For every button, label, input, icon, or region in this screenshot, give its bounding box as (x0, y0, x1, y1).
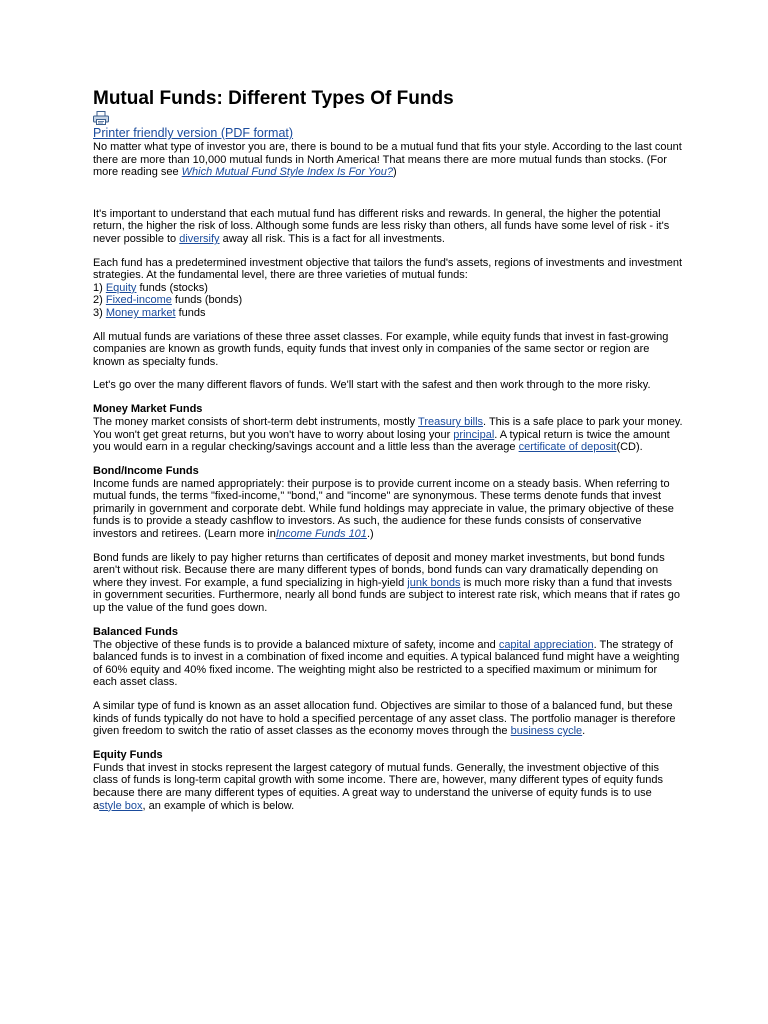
balanced-paragraph-2 (93, 700, 683, 738)
intro-text-b: ) (393, 166, 397, 179)
printer-friendly-link[interactable]: Printer friendly version (PDF format) (93, 126, 294, 140)
balanced-paragraph-1 (93, 639, 683, 689)
balanced-text-a: The objective of these funds is to provide a balanced mixture of safety, income and (93, 638, 499, 651)
junk-bonds-link[interactable]: junk bonds (407, 576, 461, 589)
treasury-bills-link[interactable]: Treasury bills (418, 415, 484, 428)
capital-appreciation-link[interactable]: capital appreciation (498, 638, 594, 651)
page-title: Mutual Funds: Different Types Of Funds (93, 88, 454, 109)
fixed-income-link[interactable]: Fixed-income (105, 294, 172, 307)
list-text: funds (175, 306, 206, 319)
equity-text-a: Funds that invest in stocks represent the largest category of mutual funds. Generally, the investment objective of this class of funds is long-term capital growth with some income. There are, however, many different types of equity funds because there are many different types of equities. A great way to understand the universe of equity funds is to use a (93, 761, 664, 812)
printer-icon[interactable] (93, 111, 109, 125)
bond-text-a: Income funds are named appropriately: their purpose is to provide current income on a steady basis. When referring to mutual funds, the terms "fixed-income," "bond," and "income" are synonymous. These terms denote funds that invest primarily in government and corporate debt. While fund holdings may appreciate in value, the primary objective of these funds is to provide a steady cashflow to investors. As such, the audience for these funds consists of conservative investors and retirees. (Learn more in (93, 477, 674, 541)
income-funds-101-link[interactable]: Income Funds 101 (275, 528, 367, 541)
risk-text-b: away all risk. This is a fact for all investments. (219, 232, 445, 245)
style-index-link[interactable]: Which Mutual Fund Style Index Is For You? (181, 166, 394, 179)
balanced2-text-a: A similar type of fund is known as an asset allocation fund. Objectives are similar to those of a balanced fund, but these kinds of funds typically do not have to hold a specified percentage of any asset class. The portfolio manager is therefore given freedom to switch the ratio of asset classes as the economy moves through the (93, 700, 676, 738)
money-market-link[interactable]: Money market (105, 306, 176, 319)
certificate-of-deposit-link[interactable]: certificate of deposit (518, 441, 617, 454)
intro-text-a: No matter what type of investor you are, there is bound to be a mutual fund that fits your style. According to the last count there are more than 10,000 mutual funds in North America! That means there are more mutual funds than stocks. (For more reading see (93, 141, 682, 179)
variations-paragraph: All mutual funds are variations of these three asset classes. For example, while equity funds that invest in fast-growing companies are known as growth funds, equity funds that invest only in companies of the same sector or region are known as specialty funds. (93, 330, 669, 368)
money-market-paragraph (93, 416, 683, 454)
balanced2-text-b: . (582, 725, 586, 738)
intro-paragraph (93, 141, 683, 179)
list-number: 3) (93, 306, 106, 319)
money-market-heading: Money Market Funds (93, 402, 203, 415)
flavors-paragraph: Let's go over the many different flavors of funds. We'll start with the safest and then work through to the more risky. (93, 379, 651, 392)
bond-heading: Bond/Income Funds (93, 464, 199, 477)
principal-link[interactable]: principal (453, 428, 495, 441)
business-cycle-link[interactable]: business cycle (510, 725, 583, 738)
bond-paragraph-1 (93, 478, 683, 541)
balanced-text-b: . The strategy of balanced funds is to invest in a combination of fixed income and equities. A typical balanced fund might have a weighting of 60% equity and 40% fixed income. The weighting might also be restricted to a specified maximum or minimum for each asset class. (93, 638, 680, 689)
money-market-text-d: (CD). (616, 441, 643, 454)
objective-text: Each fund has a predetermined investment objective that tailors the fund's assets, regions of investments and investment strategies. At the fundamental level, there are three varieties of mutual funds: (93, 256, 683, 282)
objective-paragraph (93, 257, 683, 320)
list-item (93, 282, 208, 294)
money-market-text-b: . This is a safe place to park your money. You won't get great returns, but you won't have to worry about losing your (93, 415, 683, 441)
bond2-text-a: Bond funds are likely to pay higher returns than certificates of deposit and money market investments, but bond funds aren't without risk. Because there are many different types of bonds, bond funds can vary dramatically depending on where they invest. For example, a fund specializing in high-yield (93, 551, 665, 589)
balanced-heading: Balanced Funds (93, 625, 178, 638)
style-box-link[interactable]: style box (99, 799, 143, 812)
list-item (93, 294, 242, 306)
money-market-text-a: The money market consists of short-term debt instruments, mostly (93, 415, 419, 428)
list-text: funds (stocks) (136, 281, 208, 294)
list-number: 2) (93, 294, 106, 307)
diversify-link[interactable]: diversify (179, 232, 220, 245)
bond-text-b: .) (366, 528, 374, 541)
equity-heading: Equity Funds (93, 748, 163, 761)
risk-text-a: It's important to understand that each mutual fund has different risks and rewards. In general, the higher the potential return, the higher the risk of loss. Although some funds are less risky than others, all funds have some level of risk - it's never possible to (93, 207, 670, 245)
list-text: funds (bonds) (171, 294, 243, 307)
bond2-text-b: is much more risky than a fund that invests in government securities. Furthermore, nearly all bond funds are subject to interest rate risk, which means that if rates go up the value of the fund goes down. (93, 576, 680, 615)
article (93, 88, 683, 812)
equity-paragraph (93, 762, 683, 812)
bond-paragraph-2 (93, 552, 683, 615)
list-number: 1) (93, 281, 106, 294)
money-market-text-c: . A typical return is twice the amount you would earn in a regular checking/savings account and a little less than the average (93, 428, 670, 454)
list-item (93, 307, 206, 319)
equity-text-b: , an example of which is below. (142, 799, 295, 812)
equity-link[interactable]: Equity (105, 281, 137, 294)
risk-paragraph (93, 208, 683, 246)
